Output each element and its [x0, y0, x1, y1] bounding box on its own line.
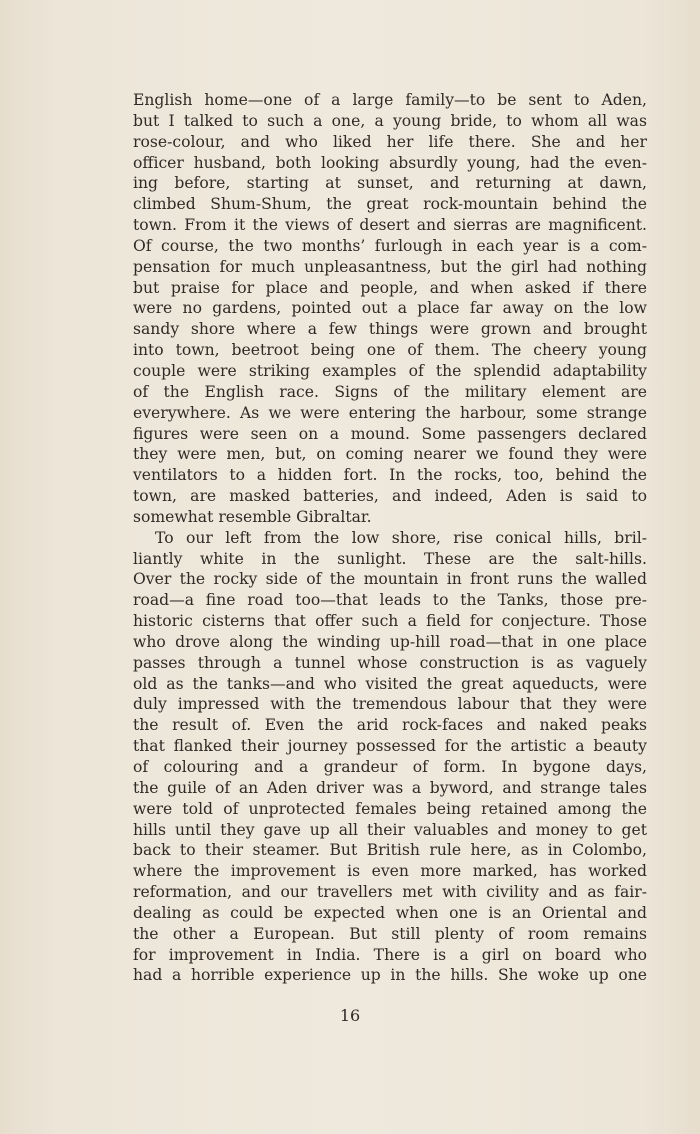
text-line: everywhere. As we were entering the harbour, some strange	[133, 403, 647, 422]
text-line: liantly white in the sunlight. These are the salt-hills.	[133, 549, 647, 568]
text-line: duly impressed with the tremendous labour that they were	[133, 695, 647, 714]
text-line: figures were seen on a mound. Some passengers declared	[133, 424, 647, 443]
text-line: town, are masked batteries, and indeed, Aden is said to	[133, 487, 647, 506]
text-line: reformation, and our travellers met with civility and as fair-	[133, 883, 647, 902]
text-line: had a horrible experience up in the hills. She woke up one	[133, 966, 647, 985]
text-line: for improvement in India. There is a girl on board who	[133, 945, 647, 964]
text-line: ing before, starting at sunset, and returning at dawn,	[133, 174, 647, 193]
page-number: 16	[339, 1006, 361, 1025]
text-line: of the English race. Signs of the military element are	[133, 382, 647, 401]
text-line: historic cisterns that offer such a field for conjecture. Those	[133, 612, 647, 631]
text-line: but praise for place and people, and when asked if there	[133, 278, 647, 297]
text-line: into town, beetroot being one of them. The cheery young	[133, 341, 647, 360]
text-line: the result of. Even the arid rock-faces and naked peaks	[133, 716, 647, 735]
text-line: old as the tanks—and who visited the great aqueducts, were	[133, 674, 647, 693]
body-text	[133, 90, 647, 986]
text-line: rose-colour, and who liked her life there. She and her	[133, 132, 647, 151]
text-line: dealing as could be expected when one is an Oriental and	[133, 903, 647, 922]
text-line: were no gardens, pointed out a place far away on the low	[133, 299, 647, 318]
text-line: ventilators to a hidden fort. In the rocks, too, behind the	[133, 466, 647, 485]
text-line: officer husband, both looking absurdly young, had the even-	[133, 153, 647, 172]
text-line: were told of unprotected females being retained among the	[133, 799, 647, 818]
paragraph-end-line: somewhat resemble Gibraltar.	[133, 507, 372, 526]
text-line: they were men, but, on coming nearer we found they were	[133, 445, 647, 464]
text-line: back to their steamer. But British rule here, as in Colombo,	[133, 841, 647, 860]
text-line: where the improvement is even more marked, has worked	[133, 862, 647, 881]
text-line: passes through a tunnel whose construction is as vaguely	[133, 653, 647, 672]
text-line: pensation for much unpleasantness, but the girl had nothing	[133, 257, 647, 276]
paragraph-start-line: To our left from the low shore, rise conical hills, bril-	[155, 528, 647, 547]
text-line: Of course, the two months’ furlough in each year is a com-	[133, 236, 647, 255]
text-line: who drove along the winding up-hill road—that in one place	[133, 632, 647, 651]
text-line: road—a fine road too—that leads to the Tanks, those pre-	[133, 591, 647, 610]
text-line: the other a European. But still plenty of room remains	[133, 924, 647, 943]
text-line: couple were striking examples of the splendid adaptability	[133, 361, 647, 380]
text-line: hills until they gave up all their valuables and money to get	[133, 820, 647, 839]
text-line: Over the rocky side of the mountain in front runs the walled	[133, 570, 647, 589]
text-line: the guile of an Aden driver was a byword, and strange tales	[133, 778, 647, 797]
text-line: that flanked their journey possessed for the artistic a beauty	[133, 737, 647, 756]
text-line: but I talked to such a one, a young bride, to whom all was	[133, 111, 647, 130]
text-line: sandy shore where a few things were grown and brought	[133, 320, 647, 339]
text-line: climbed Shum-Shum, the great rock-mountain behind the	[133, 195, 647, 214]
text-line: town. From it the views of desert and sierras are magnificent.	[133, 216, 647, 235]
text-line: of colouring and a grandeur of form. In bygone days,	[133, 758, 647, 776]
text-line: English home—one of a large family—to be sent to Aden,	[133, 91, 647, 109]
